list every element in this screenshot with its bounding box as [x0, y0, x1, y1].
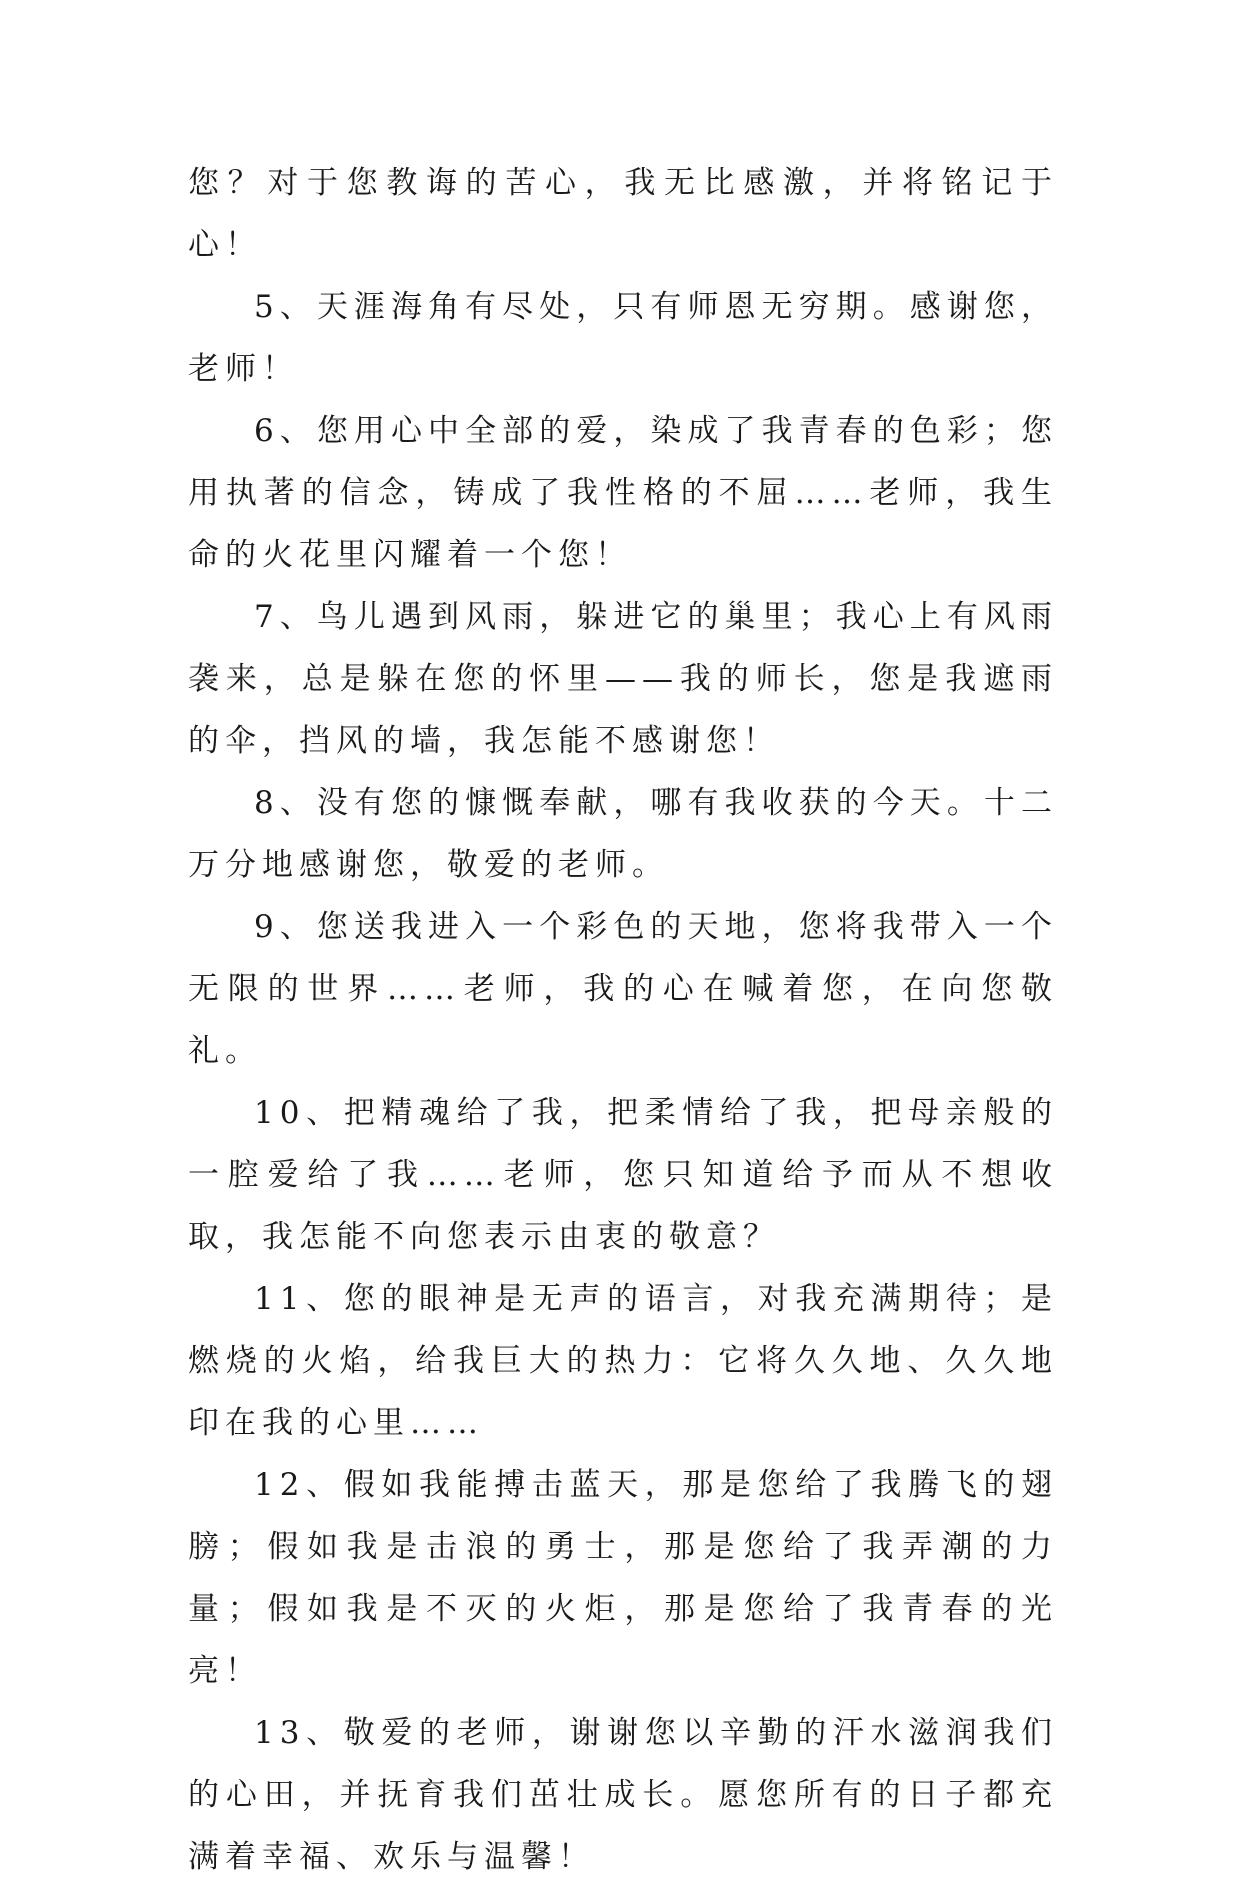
paragraph-item-11: 11、您的眼神是无声的语言，对我充满期待；是燃烧的火焰，给我巨大的热力：它将久久地、久久地印在我的心里…… [188, 1281, 1058, 1441]
paragraph-item-7: 7、鸟儿遇到风雨，躲进它的巢里；我心上有风雨袭来，总是躲在您的怀里——我的师长，您是我遮雨的伞，挡风的墙，我怎能不感谢您！ [188, 599, 1058, 759]
document-body [188, 152, 1058, 1888]
paragraph-item-13: 13、敬爱的老师，谢谢您以辛勤的汗水滋润我们的心田，并抚育我们茁壮成长。愿您所有的日子都充满着幸福、欢乐与温馨！ [188, 1715, 1058, 1875]
paragraph-item-10: 10、把精魂给了我，把柔情给了我，把母亲般的一腔爱给了我……老师，您只知道给予而从不想收取，我怎能不向您表示由衷的敬意？ [188, 1095, 1058, 1255]
paragraph-item-6: 6、您用心中全部的爱，染成了我青春的色彩；您用执著的信念，铸成了我性格的不屈……老师，我生命的火花里闪耀着一个您！ [188, 413, 1058, 573]
paragraph-continuation: 您？对于您教诲的苦心，我无比感激，并将铭记于心！ [188, 165, 1058, 263]
paragraph-item-8: 8、没有您的慷慨奉献，哪有我收获的今天。十二万分地感谢您，敬爱的老师。 [188, 785, 1058, 883]
paragraph-item-9: 9、您送我进入一个彩色的天地，您将我带入一个无限的世界……老师，我的心在喊着您，在向您敬礼。 [188, 909, 1058, 1069]
paragraph-item-12: 12、假如我能搏击蓝天，那是您给了我腾飞的翅膀；假如我是击浪的勇士，那是您给了我弄潮的力量；假如我是不灭的火炬，那是您给了我青春的光亮！ [188, 1467, 1058, 1689]
paragraph-item-5: 5、天涯海角有尽处，只有师恩无穷期。感谢您，老师！ [188, 289, 1058, 387]
